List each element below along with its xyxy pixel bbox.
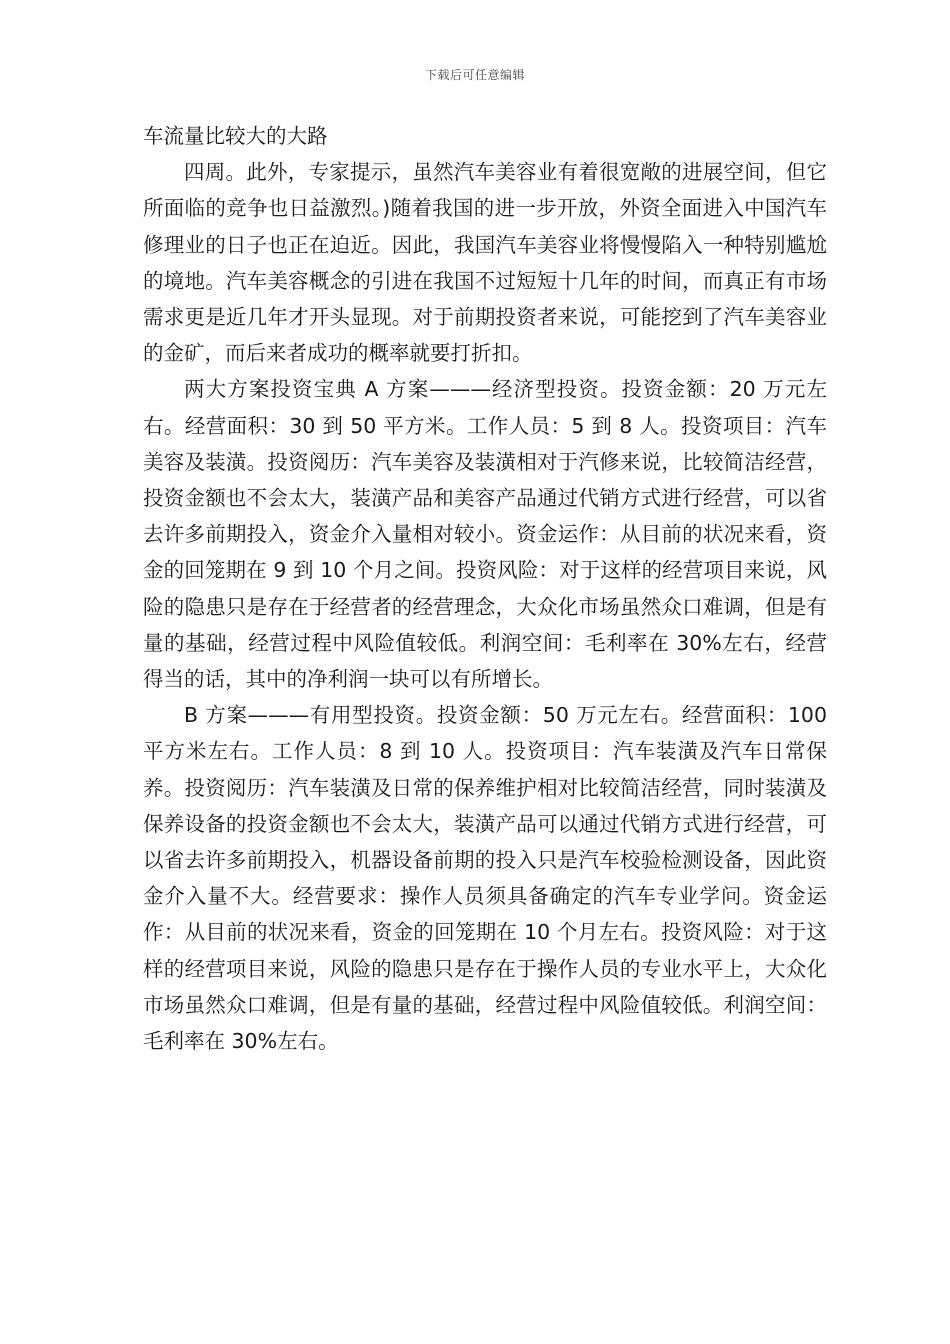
page-header: 下载后可任意编辑	[424, 68, 525, 82]
paragraph-plan-a: 两大方案投资宝典 A 方案———经济型投资。投资金额：20 万元左右。经营面积：30 到 50 平方米。工作人员：5 到 8 人。投资项目：汽车美容及装潢。投资阅历：汽车美容及装潢相对于汽修来说，比较简洁经营，投资金额也不会太大，装潢产品和美容产品通过代销方式进行经营，可以省去许多前期投入，资金介入量相对较小。资金运作：从目前的状况来看，资金的回笼期在 9 到 10 个月之间。投资风险：对于这样的经营项目来说，风险的隐患只是存在于经营者的经营理念，大众化市场虽然众口难调，但是有量的基础，经营过程中风险值较低。利润空间：毛利率在 30%左右，经营得当的话，其中的净利润一块可以有所增长。	[143, 377, 827, 692]
paragraph-intro: 四周。此外，专家提示，虽然汽车美容业有着很宽敞的进展空间，但它所面临的竞争也日益激烈。)随着我国的进一步开放，外资全面进入中国汽车修理业的日子也正在迫近。因此，我国汽车美容业将慢慢陷入一种特别尴尬的境地。汽车美容概念的引进在我国不过短短十几年的时间，而真正有市场需求更是近几年才开头显现。对于前期投资者来说，可能挖到了汽车美容业的金矿，而后来者成功的概率就要打折扣。	[143, 160, 827, 366]
document-body	[143, 118, 827, 1059]
paragraph-plan-b: B 方案———有用型投资。投资金额：50 万元左右。经营面积：100 平方米左右。工作人员：8 到 10 人。投资项目：汽车装潢及汽车日常保养。投资阅历：汽车装潢及日常的保养维护相对比较简洁经营，同时装潢及保养设备的投资金额也不会太大，装潢产品可以通过代销方式进行经营，可以省去许多前期投入，机器设备前期的投入只是汽车校验检测设备，因此资金介入量不大。经营要求：操作人员须具备确定的汽车专业学问。资金运作：从目前的状况来看，资金的回笼期在 10 个月左右。投资风险：对于这样的经营项目来说，风险的隐患只是存在于操作人员的专业水平上，大众化市场虽然众口难调，但是有量的基础，经营过程中风险值较低。利润空间：毛利率在 30%左右。	[143, 703, 827, 1054]
paragraph-continuation: 车流量比较大的大路	[143, 124, 328, 148]
